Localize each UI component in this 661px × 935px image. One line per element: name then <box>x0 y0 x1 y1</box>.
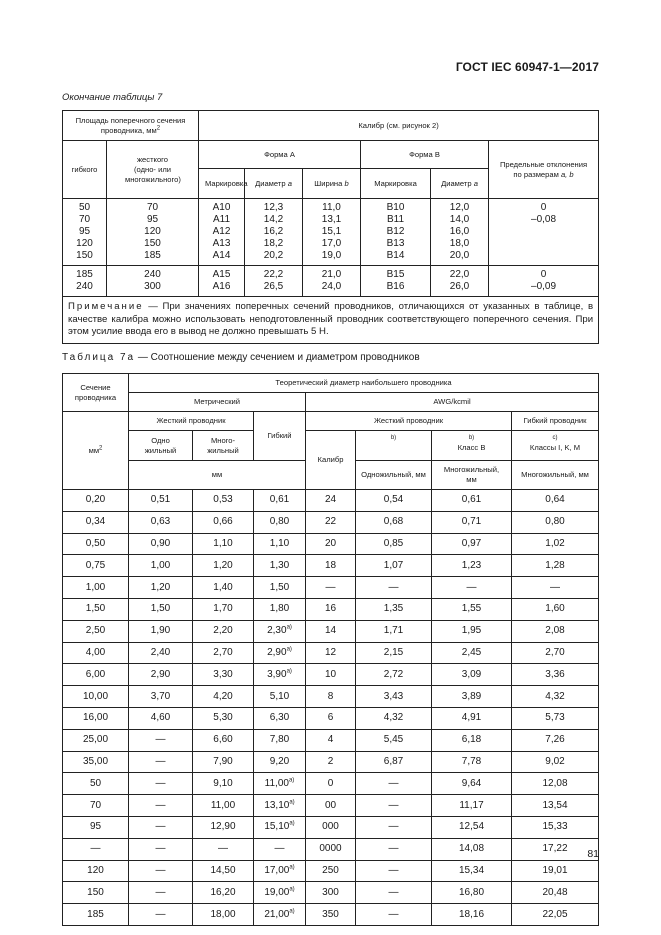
footnote-mark: a) <box>289 864 295 871</box>
width-values: 11,0 13,1 15,1 17,0 19,0 <box>303 199 361 266</box>
cell-awg: 16 <box>306 598 356 620</box>
cell-awg: 24 <box>306 490 356 512</box>
cell-section: 150 <box>63 882 129 904</box>
footnote-mark: a) <box>289 799 295 806</box>
header-gauge: Калибр (см. рисунок 2) <box>199 111 599 141</box>
cell-flex: 9,20 <box>254 751 306 773</box>
cell-solid: — <box>129 816 193 838</box>
note-title: Примечание <box>68 301 144 312</box>
header-flexible: гибкого <box>63 141 107 199</box>
cell-awg-solid: 2,15 <box>356 642 432 664</box>
cell-stranded: 2,70 <box>193 642 254 664</box>
cell-stranded: 18,00 <box>193 904 254 926</box>
table-7a <box>62 373 599 926</box>
cell-awg-solid: — <box>356 816 432 838</box>
cell-awg-stranded: 9,64 <box>432 773 512 795</box>
cell-awg-flex: 7,26 <box>512 729 599 751</box>
cell-section: 0,34 <box>63 511 129 533</box>
table-row <box>63 904 599 926</box>
footnote-mark: a) <box>289 886 295 893</box>
diameter-b-values: 12,0 14,0 16,0 18,0 20,0 <box>431 199 489 266</box>
cell-awg-flex: 5,73 <box>512 707 599 729</box>
cell-awg-stranded: 0,97 <box>432 533 512 555</box>
cell-section: 1,50 <box>63 598 129 620</box>
cell-awg: 00 <box>306 795 356 817</box>
cell-awg: 20 <box>306 533 356 555</box>
header-stranded-mm: Многожильный, мм <box>432 461 512 490</box>
header-solid-mm: Одножильный, мм <box>356 461 432 490</box>
cell-awg-flex: 0,64 <box>512 490 599 512</box>
cell-awg-solid: — <box>356 882 432 904</box>
header-class-b: b) Класс В <box>432 431 512 461</box>
header-flexible-awg: Гибкий проводник <box>512 412 599 431</box>
cell-section: 120 <box>63 860 129 882</box>
table-row <box>63 490 599 512</box>
header-width-b: Ширина b <box>303 169 361 199</box>
cell-section: 50 <box>63 773 129 795</box>
cell-flex: 1,30 <box>254 555 306 577</box>
table-7-continuation <box>62 110 599 344</box>
cell-awg-flex: 20,48 <box>512 882 599 904</box>
cell-flex: — <box>254 838 306 860</box>
cell-flex: 11,00$^{a)}$ <box>254 773 306 795</box>
width-values: 21,0 24,0 <box>303 266 361 297</box>
cell-awg-stranded: 4,91 <box>432 707 512 729</box>
cell-awg: 0 <box>306 773 356 795</box>
header-diameter-a: Диаметр a <box>245 169 303 199</box>
footnote-mark: a) <box>286 646 292 653</box>
header-metric: Метрический <box>129 393 306 412</box>
cell-stranded: 2,20 <box>193 620 254 642</box>
cell-stranded: 3,30 <box>193 664 254 686</box>
footnote-mark: a) <box>286 668 292 675</box>
cell-awg-stranded: 6,18 <box>432 729 512 751</box>
cell-stranded: 7,90 <box>193 751 254 773</box>
header-awg: AWG/kcmil <box>306 393 599 412</box>
table-row <box>63 511 599 533</box>
cell-solid: — <box>129 904 193 926</box>
cell-awg-stranded: 1,23 <box>432 555 512 577</box>
cell-section: 0,75 <box>63 555 129 577</box>
cell-solid: — <box>129 882 193 904</box>
table-row <box>63 642 599 664</box>
cell-flex: 5,10 <box>254 686 306 708</box>
cell-awg-flex: 12,08 <box>512 773 599 795</box>
cell-awg: 12 <box>306 642 356 664</box>
header-diameter-b: Диаметр a <box>431 169 489 199</box>
cell-solid: 0,51 <box>129 490 193 512</box>
cell-awg: 6 <box>306 707 356 729</box>
cell-awg-flex: 17,22 <box>512 838 599 860</box>
cell-solid: — <box>129 773 193 795</box>
header-mm2: $мм^2$ <box>63 412 129 490</box>
cell-solid: — <box>129 729 193 751</box>
cell-awg-solid: 4,32 <box>356 707 432 729</box>
cell-awg-solid: — <box>356 773 432 795</box>
cell-section: 95 <box>63 816 129 838</box>
limits-values: 0 –0,08 <box>489 199 599 266</box>
header-rigid: жесткого (одно- или многожильного) <box>107 141 199 199</box>
cell-awg-flex: 2,08 <box>512 620 599 642</box>
table-row <box>63 620 599 642</box>
cell-flex: 7,80 <box>254 729 306 751</box>
cell-awg-stranded: 14,08 <box>432 838 512 860</box>
cell-solid: — <box>129 751 193 773</box>
cell-awg: 350 <box>306 904 356 926</box>
cell-section: 4,00 <box>63 642 129 664</box>
cell-awg-solid: — <box>356 838 432 860</box>
header-multistranded-mm: Многожильный, мм <box>512 461 599 490</box>
cell-awg-solid: 2,72 <box>356 664 432 686</box>
table7-group-1 <box>63 199 599 266</box>
cell-flex: 3,90$^{a)}$ <box>254 664 306 686</box>
cell-awg-flex: 15,33 <box>512 816 599 838</box>
cell-flex: 1,50 <box>254 577 306 599</box>
cell-solid: 1,00 <box>129 555 193 577</box>
header-flexible-metric: Гибкий <box>254 412 306 461</box>
cell-stranded: 11,00 <box>193 795 254 817</box>
header-classes-ikm: c) Классы I, K, M <box>512 431 599 461</box>
cell-solid: 2,90 <box>129 664 193 686</box>
cell-awg: 2 <box>306 751 356 773</box>
cell-awg-stranded: 15,34 <box>432 860 512 882</box>
header-marking-a: Маркировка <box>199 169 245 199</box>
cell-section: — <box>63 838 129 860</box>
cell-awg-stranded: 0,61 <box>432 490 512 512</box>
header-rigid-awg: Жесткий проводник <box>306 412 512 431</box>
cell-awg-solid: 5,45 <box>356 729 432 751</box>
cell-flex: 19,00$^{a)}$ <box>254 882 306 904</box>
cell-stranded: 0,53 <box>193 490 254 512</box>
cell-awg-flex: 1,02 <box>512 533 599 555</box>
table7a-caption: Таблица 7а — Соотношение между сечением и диаметром проводников <box>62 352 420 363</box>
cell-awg-flex: 1,60 <box>512 598 599 620</box>
header-mm-unit: мм <box>129 461 306 490</box>
footnote-mark: a) <box>289 821 295 828</box>
table-row <box>63 838 599 860</box>
cell-awg: 18 <box>306 555 356 577</box>
cell-section: 10,00 <box>63 686 129 708</box>
table-row <box>63 664 599 686</box>
cell-section: 25,00 <box>63 729 129 751</box>
table-row <box>63 686 599 708</box>
cell-awg: 22 <box>306 511 356 533</box>
cell-section: 2,50 <box>63 620 129 642</box>
cell-stranded: 4,20 <box>193 686 254 708</box>
cell-section: 35,00 <box>63 751 129 773</box>
table-row <box>63 882 599 904</box>
cell-awg-stranded: 0,71 <box>432 511 512 533</box>
header-rigid-metric: Жесткий проводник <box>129 412 254 431</box>
cell-awg-solid: — <box>356 860 432 882</box>
cell-awg-flex: 22,05 <box>512 904 599 926</box>
header-limits: Предельные отклонения по размерам a, b <box>489 141 599 199</box>
cell-solid: 0,63 <box>129 511 193 533</box>
cell-awg-flex: 19,01 <box>512 860 599 882</box>
cell-awg-stranded: 1,55 <box>432 598 512 620</box>
cell-awg-stranded: 7,78 <box>432 751 512 773</box>
cell-awg: 14 <box>306 620 356 642</box>
cell-stranded: — <box>193 838 254 860</box>
cell-awg: 000 <box>306 816 356 838</box>
table-row <box>63 577 599 599</box>
cell-flex: 21,00$^{a)}$ <box>254 904 306 926</box>
cell-awg: — <box>306 577 356 599</box>
cell-solid: 0,90 <box>129 533 193 555</box>
diameter-b-values: 22,0 26,0 <box>431 266 489 297</box>
cell-awg-flex: 1,28 <box>512 555 599 577</box>
table-row <box>63 795 599 817</box>
cell-awg-solid: — <box>356 904 432 926</box>
cell-awg-stranded: 2,45 <box>432 642 512 664</box>
header-marking-b: Маркировка <box>361 169 431 199</box>
footnote-mark: a) <box>289 908 295 915</box>
header-section: Сечение проводника <box>63 374 129 412</box>
cell-solid: 1,90 <box>129 620 193 642</box>
cell-awg-solid: 6,87 <box>356 751 432 773</box>
cell-awg-solid: 3,43 <box>356 686 432 708</box>
table-row <box>63 598 599 620</box>
standard-designation: ГОСТ IEC 60947-1—2017 <box>455 60 599 74</box>
cell-stranded: 1,10 <box>193 533 254 555</box>
cell-awg-stranded: 1,95 <box>432 620 512 642</box>
cell-solid: 4,60 <box>129 707 193 729</box>
cell-flex: 2,30$^{a)}$ <box>254 620 306 642</box>
cell-stranded: 0,66 <box>193 511 254 533</box>
cell-awg-stranded: 3,89 <box>432 686 512 708</box>
cell-awg-solid: 1,71 <box>356 620 432 642</box>
rigid-values: 70 95 120 150 185 <box>107 199 199 266</box>
marking-b-values: B15 B16 <box>361 266 431 297</box>
table-row <box>63 773 599 795</box>
cell-awg: 300 <box>306 882 356 904</box>
cell-awg-flex: 0,80 <box>512 511 599 533</box>
cell-stranded: 12,90 <box>193 816 254 838</box>
cell-awg-flex: 3,36 <box>512 664 599 686</box>
cell-stranded: 5,30 <box>193 707 254 729</box>
cell-awg-flex: — <box>512 577 599 599</box>
cell-stranded: 1,70 <box>193 598 254 620</box>
footnote-mark: a) <box>288 777 295 784</box>
cell-awg: 10 <box>306 664 356 686</box>
cell-awg-flex: 4,32 <box>512 686 599 708</box>
cell-awg-stranded: 16,80 <box>432 882 512 904</box>
cell-awg-solid: 0,54 <box>356 490 432 512</box>
cell-flex: 0,61 <box>254 490 306 512</box>
marking-b-values: B10 B11 B12 B13 B14 <box>361 199 431 266</box>
cell-awg-flex: 13,54 <box>512 795 599 817</box>
limits-values: 0 –0,09 <box>489 266 599 297</box>
cell-solid: — <box>129 860 193 882</box>
cell-section: 6,00 <box>63 664 129 686</box>
cell-solid: 1,50 <box>129 598 193 620</box>
header-solid: Одно жильный <box>129 431 193 461</box>
cell-solid: 1,20 <box>129 577 193 599</box>
cell-awg-solid: 0,85 <box>356 533 432 555</box>
table-row <box>63 860 599 882</box>
flexible-values: 185 240 <box>63 266 107 297</box>
cell-awg-stranded: 3,09 <box>432 664 512 686</box>
cell-awg-flex: 9,02 <box>512 751 599 773</box>
table7-caption: Окончание таблицы 7 <box>62 92 163 103</box>
cell-awg-stranded: — <box>432 577 512 599</box>
cell-stranded: 9,10 <box>193 773 254 795</box>
cell-flex: 17,00$^{a)}$ <box>254 860 306 882</box>
header-note-b-solid: b) <box>356 431 432 461</box>
header-stranded: Много- жильный <box>193 431 254 461</box>
cell-flex: 2,90$^{a)}$ <box>254 642 306 664</box>
table-row <box>63 533 599 555</box>
cell-stranded: 1,40 <box>193 577 254 599</box>
cell-awg-stranded: 18,16 <box>432 904 512 926</box>
cell-awg-solid: — <box>356 577 432 599</box>
cell-stranded: 16,20 <box>193 882 254 904</box>
cell-awg: 250 <box>306 860 356 882</box>
cell-section: 0,20 <box>63 490 129 512</box>
table7-note <box>63 297 599 344</box>
cell-flex: 1,10 <box>254 533 306 555</box>
cell-section: 70 <box>63 795 129 817</box>
header-theoretical-diameter: Теоретический диаметр наибольшего проводника <box>129 374 599 393</box>
cell-awg-solid: 1,07 <box>356 555 432 577</box>
cell-stranded: 14,50 <box>193 860 254 882</box>
marking-a-values: A15 A16 <box>199 266 245 297</box>
cell-solid: 2,40 <box>129 642 193 664</box>
cell-awg: 8 <box>306 686 356 708</box>
cell-section: 16,00 <box>63 707 129 729</box>
diameter-a-values: 22,2 26,5 <box>245 266 303 297</box>
cell-stranded: 1,20 <box>193 555 254 577</box>
table-row <box>63 751 599 773</box>
note-text: — При значениях поперечных сечений проводников, отличающихся от указанных в таблице, в качестве калибра можно использовать неподготовленный проводник соответствующего поперечного сечения. При этом усилие ввода его в вывод не должно превышать 5 Н. <box>68 301 594 338</box>
marking-a-values: A10 A11 A12 A13 A14 <box>199 199 245 266</box>
page-number: 81 <box>587 848 599 860</box>
cell-flex: 13,10$^{a)}$ <box>254 795 306 817</box>
cell-awg-solid: 1,35 <box>356 598 432 620</box>
header-form-a: Форма А <box>199 141 361 169</box>
cell-section: 0,50 <box>63 533 129 555</box>
cell-awg-stranded: 12,54 <box>432 816 512 838</box>
header-form-b: Форма В <box>361 141 489 169</box>
table-row <box>63 555 599 577</box>
cell-solid: 3,70 <box>129 686 193 708</box>
cell-awg: 4 <box>306 729 356 751</box>
cell-flex: 15,10$^{a)}$ <box>254 816 306 838</box>
footnote-mark: a) <box>286 624 292 631</box>
cell-flex: 1,80 <box>254 598 306 620</box>
header-gauge-awg: Калибр <box>306 431 356 490</box>
flexible-values: 50 70 95 120 150 <box>63 199 107 266</box>
cell-awg-stranded: 11,17 <box>432 795 512 817</box>
cell-section: 1,00 <box>63 577 129 599</box>
cell-stranded: 6,60 <box>193 729 254 751</box>
table7-group-2 <box>63 266 599 297</box>
cell-solid: — <box>129 795 193 817</box>
table-row <box>63 729 599 751</box>
table-row <box>63 816 599 838</box>
cell-awg: 0000 <box>306 838 356 860</box>
cell-flex: 6,30 <box>254 707 306 729</box>
cell-awg-solid: 0,68 <box>356 511 432 533</box>
table-row <box>63 707 599 729</box>
cell-awg-solid: — <box>356 795 432 817</box>
diameter-a-values: 12,3 14,2 16,2 18,2 20,2 <box>245 199 303 266</box>
cell-awg-flex: 2,70 <box>512 642 599 664</box>
header-cross-section: Площадь поперечного сечения проводника, $мм^2$ <box>63 111 199 141</box>
cell-flex: 0,80 <box>254 511 306 533</box>
cell-solid: — <box>129 838 193 860</box>
cell-section: 185 <box>63 904 129 926</box>
rigid-values: 240 300 <box>107 266 199 297</box>
